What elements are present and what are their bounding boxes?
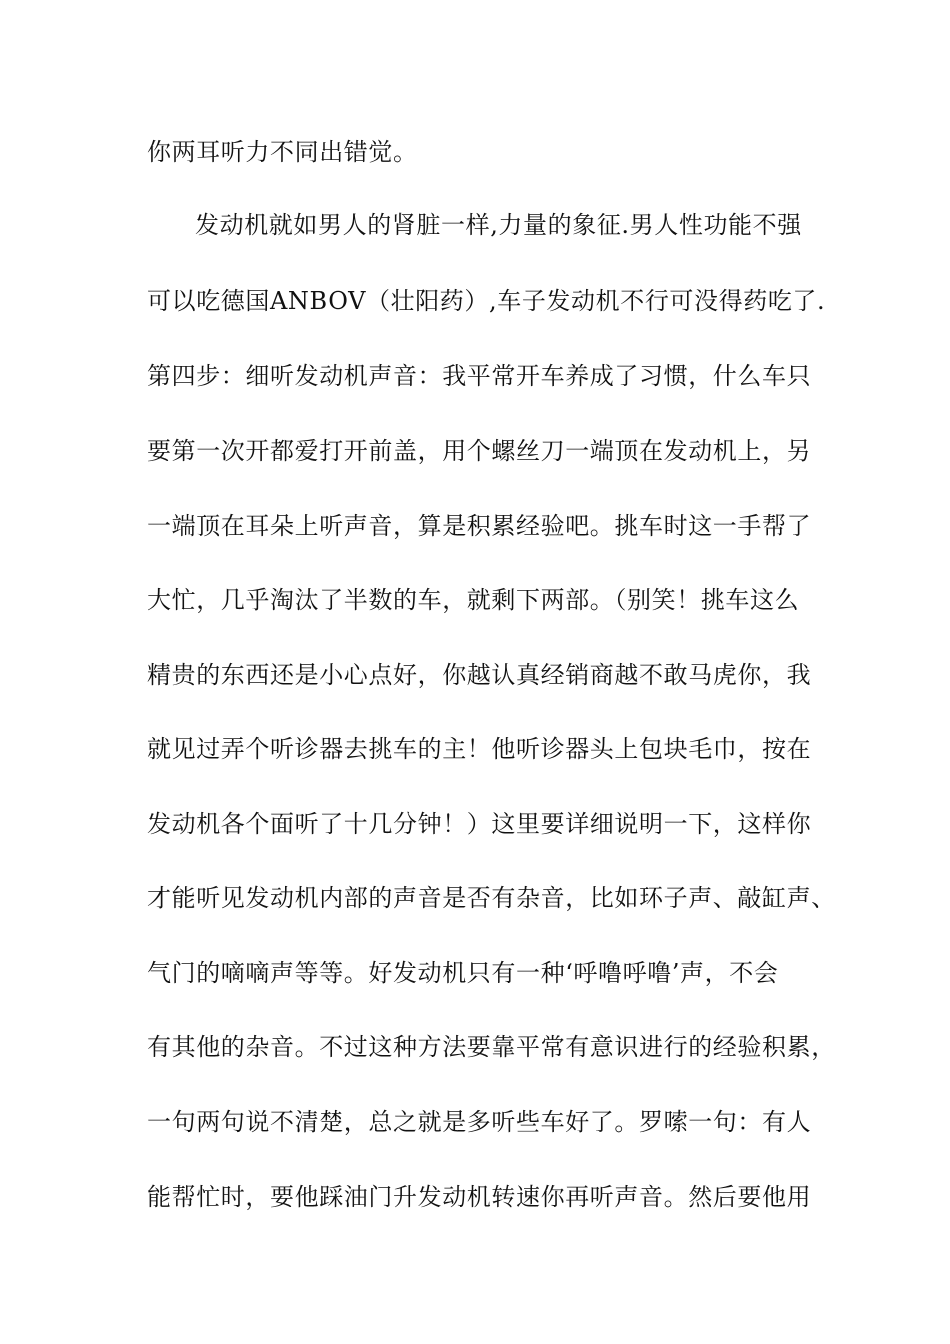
text-line: 能帮忙时，要他踩油门升发动机转速你再听声音。然后要他用 <box>147 1183 812 1211</box>
text-line: 第四步：细听发动机声音：我平常开车养成了习惯，什么车只 <box>147 362 812 390</box>
text-line: 就见过弄个听诊器去挑车的主！他听诊器头上包块毛巾，按在 <box>147 735 812 763</box>
text-line: 精贵的东西还是小心点好，你越认真经销商越不敢马虎你，我 <box>147 661 812 689</box>
text-line: 大忙，几乎淘汰了半数的车，就剩下两部。（别笑！挑车这么 <box>147 586 800 614</box>
text-line: 才能听见发动机内部的声音是否有杂音，比如环子声、敲缸声、 <box>147 884 836 912</box>
text-line: 要第一次开都爱打开前盖，用个螺丝刀一端顶在发动机上，另 <box>147 437 812 465</box>
text-line: 可以吃德国ANBOV（壮阳药）,车子发动机不行可没得药吃了. <box>147 287 826 315</box>
text-line: 一句两句说不清楚，总之就是多听些车好了。罗嗦一句：有人 <box>147 1108 812 1136</box>
text-line: 发动机各个面听了十几分钟！）这里要详细说明一下，这样你 <box>147 810 812 838</box>
text-line: 你两耳听力不同出错觉。 <box>147 138 418 166</box>
text-line: 气门的嘀嘀声等等。好发动机只有一种‘呼噜呼噜’声，不会 <box>147 959 779 987</box>
text-line: 有其他的杂音。不过这种方法要靠平常有意识进行的经验积累， <box>147 1033 836 1061</box>
text-line: 发动机就如男人的肾脏一样,力量的象征.男人性功能不强 <box>195 211 802 239</box>
text-line: 一端顶在耳朵上听声音，算是积累经验吧。挑车时这一手帮了 <box>147 512 812 540</box>
